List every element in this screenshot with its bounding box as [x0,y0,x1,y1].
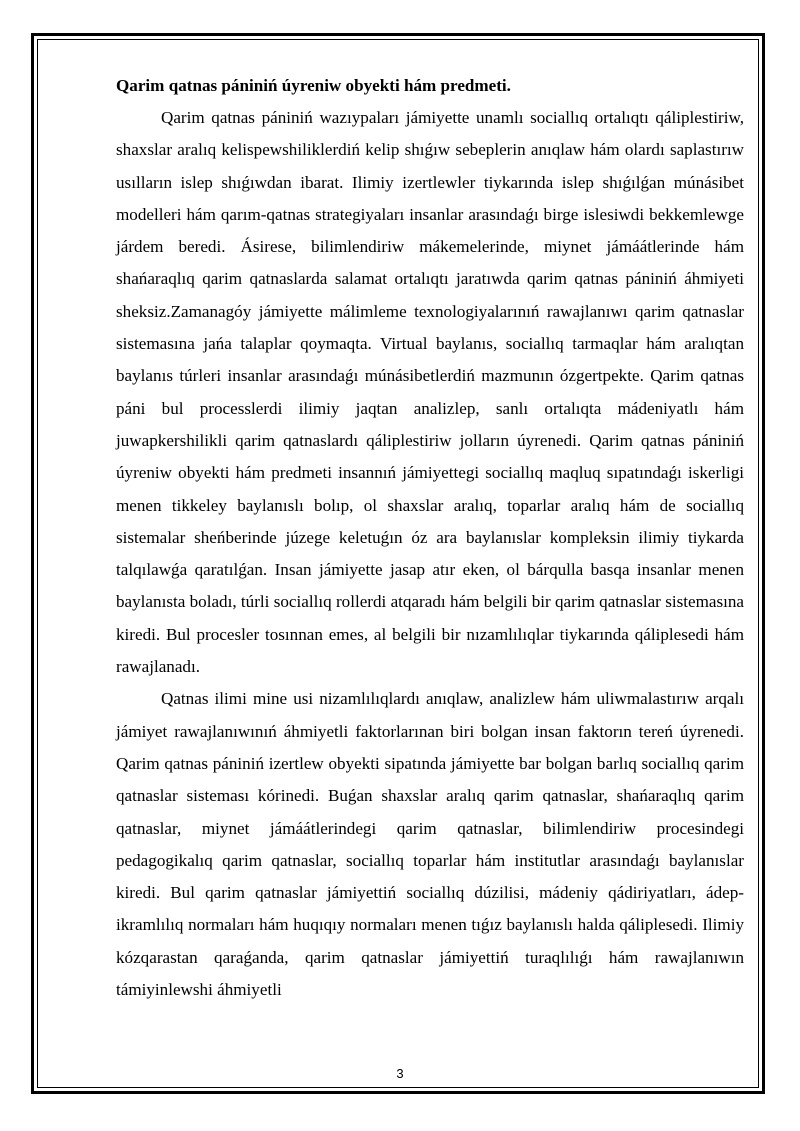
paragraph-1: Qarim qatnas pániniń wazıypaları jámiyette unamlı sociallıq ortalıqtı qáliplestiriw, shaxslar aralıq kelispewshiliklerdiń kelip shıǵıw sebeplerin anıqlaw hám olardı saplastırıw usılların islep shıǵıwdan ibarat. Ilimiy izertlewler tiykarında islep shıǵılǵan múnásibet modelleri hám qarım-qatnas strategiyaları insanlar arasındaǵı birge islesiwdi bekkemlewge járdem beredi. Ásirese, bilimlendiriw mákemelerinde, miynet jámáátlerinde hám shańaraqlıq qarim qatnaslarda salamat ortalıqtı jaratıwda qarim qatnas pániniń áhmiyeti sheksiz.Zamanagóy jámiyette málimleme texnologiyalarınıń rawajlanıwı qarim qatnaslar sistemasına jańa talaplar qoymaqta. Virtual baylanıs, sociallıq tarmaqlar hám aralıqtan baylanıs túrleri insanlar arasındaǵı múnásibetlerdiń mazmunın ózgertpekte. Qarim qatnas páni bul processlerdi ilimiy jaqtan analizlep, sanlı ortalıqta mádeniyatlı hám juwapkershilikli qarim qatnaslardı qáliplestiriw jolların úyrenedi. Qarim qatnas pániniń úyreniw obyekti hám predmeti insannıń jámiyettegi sociallıq maqluq sıpatındaǵı iskerligi menen tikkeley baylanıslı bolıp, ol shaxslar aralıq, toparlar aralıq hám de sociallıq sistemalar sheńberinde júzege keletuǵın óz ara baylanıslar kompleksin ilimiy tiykarda talqılawǵa qaratılǵan. Insan jámiyette jasap atır eken, ol bárqulla basqa insanlar menen baylanısta boladı, túrli sociallıq rollerdi atqaradı hám belgili bir qarim qatnaslar sistemasına kiredi. Bul procesler tosınnan emes, al belgili bir nızamlılıqlar tiykarında qáliplesedi hám rawajlanadı. [116,108,744,677]
document-body [116,70,744,1006]
page-number: 3 [396,1066,404,1081]
paragraph-2: Qatnas ilimi mine usi nizamlılıqlardı anıqlaw, analizlew hám uliwmalastırıw arqalı jámiyet rawajlanıwınıń áhmiyetli faktorlarınan biri bolgan insan faktorın tereń úyrenedi. Qarim qatnas pániniń izertlew obyekti sipatında jámiyette bar bolgan barlıq sociallıq qarim qatnaslar sisteması kórinedi. Buǵan shaxslar aralıq qarim qatnaslar, shańaraqlıq qarim qatnaslar, miynet jámáátlerindegi qarim qatnaslar, bilimlendiriw procesindegi pedagogikalıq qarim qatnaslar, sociallıq toparlar hám institutlar arasındaǵı baylanıslar kiredi. Bul qarim qatnaslar jámiyettiń sociallıq dúzilisi, mádeniy qádiriyatları, ádep-ikramlılıq normaları hám huqıqıy normaları menen tıǵız baylanıslı halda qáliplesedi. Ilimiy kózqarastan qaraǵanda, qarim qatnaslar jámiyettiń turaqlılıǵı hám rawajlanıwın támiyinlewshi áhmiyetli [116,689,744,1000]
section-heading: Qarim qatnas pániniń úyreniw obyekti hám predmeti. [116,76,511,95]
